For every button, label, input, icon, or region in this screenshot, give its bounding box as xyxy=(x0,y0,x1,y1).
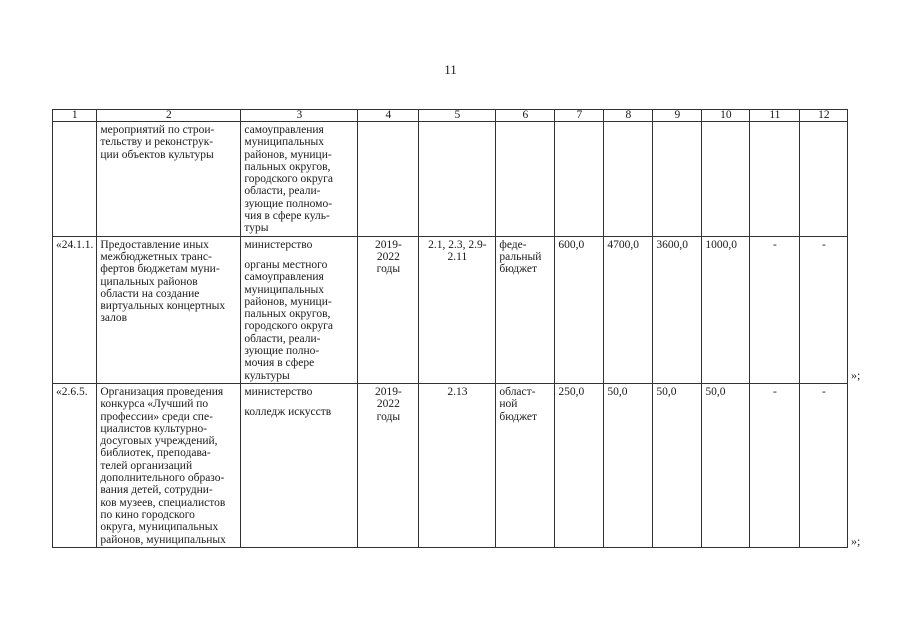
value-col10: 50,0 xyxy=(702,383,750,547)
executor-secondary: органы местного самоуправления муниципальных районов, муници- пальных округов, городского округа области, реали- зующие полно- мочия в сфере культуры xyxy=(244,258,333,382)
executor-secondary: колледж искусств xyxy=(244,406,332,419)
value-col7: 600,0 xyxy=(555,236,604,383)
header-cell: 7 xyxy=(555,110,604,122)
header-cell: 4 xyxy=(358,110,419,122)
row-suffix: »; xyxy=(851,534,861,548)
value-col7: 250,0 xyxy=(555,383,604,547)
value-col12: - xyxy=(800,236,848,383)
table-row xyxy=(53,383,848,547)
header-row xyxy=(53,110,848,122)
executors xyxy=(241,383,358,547)
value-col7 xyxy=(555,122,604,237)
header-cell: 10 xyxy=(702,110,750,122)
row-number xyxy=(53,122,97,237)
header-cell: 9 xyxy=(653,110,702,122)
target-indicators xyxy=(419,122,496,237)
target-indicators: 2.1, 2.3, 2.9- 2.11 xyxy=(419,236,496,383)
years: 2019- 2022 годы xyxy=(358,383,419,547)
header-cell: 6 xyxy=(496,110,555,122)
value-col9: 3600,0 xyxy=(653,236,702,383)
measure-name: мероприятий по строи- тельству и реконструк- ции объектов культуры xyxy=(97,122,241,237)
executors xyxy=(241,236,358,383)
row-suffix: »; xyxy=(851,368,861,382)
executor-primary: министерство xyxy=(244,238,313,251)
row-number: «24.1.1. xyxy=(53,236,97,383)
header-cell: 1 xyxy=(53,110,97,122)
value-col10: 1000,0 xyxy=(702,236,750,383)
value-col9: 50,0 xyxy=(653,383,702,547)
table-row xyxy=(53,236,848,383)
years xyxy=(358,122,419,237)
value-col8: 50,0 xyxy=(604,383,653,547)
value-col11: - xyxy=(750,236,800,383)
header-cell: 5 xyxy=(419,110,496,122)
value-col11: - xyxy=(750,383,800,547)
funding-source xyxy=(496,122,555,237)
header-cell: 11 xyxy=(750,110,800,122)
header-cell: 3 xyxy=(241,110,358,122)
value-col8: 4700,0 xyxy=(604,236,653,383)
value-col12 xyxy=(800,122,848,237)
value-col9 xyxy=(653,122,702,237)
header-cell: 2 xyxy=(97,110,241,122)
target-indicators: 2.13 xyxy=(419,383,496,547)
measure-name: Организация проведения конкурса «Лучший по профессии» среди спе- циалистов культурно- досуговых учреждений, библиотек, преподава- телей организаций дополнительного образо- вания детей, сотрудни- ков музеев, специалистов по кино городского округа, муниципальных районов, муниципальных xyxy=(97,383,241,547)
header-cell: 12 xyxy=(800,110,848,122)
page-number: 11 xyxy=(444,62,457,77)
executor-primary: министерство xyxy=(244,385,313,398)
value-col11 xyxy=(750,122,800,237)
funding-source: феде- ральный бюджет xyxy=(496,236,555,383)
funding-source: област- ной бюджет xyxy=(496,383,555,547)
table-row xyxy=(53,122,848,237)
value-col10 xyxy=(702,122,750,237)
header-cell: 8 xyxy=(604,110,653,122)
value-col8 xyxy=(604,122,653,237)
measure-name: Предоставление иных межбюджетных транс- фертов бюджетам муни- ципальных районов области на создание виртуальных концертных залов xyxy=(97,236,241,383)
executor-primary: самоуправления муниципальных районов, муници- пальных округов, городского округа области, реали- зующие полномо- чия в сфере куль- туры xyxy=(244,124,333,235)
row-number: «2.6.5. xyxy=(53,383,97,547)
years: 2019- 2022 годы xyxy=(358,236,419,383)
program-table xyxy=(52,109,848,548)
executors xyxy=(241,122,358,237)
value-col12: - xyxy=(800,383,848,547)
